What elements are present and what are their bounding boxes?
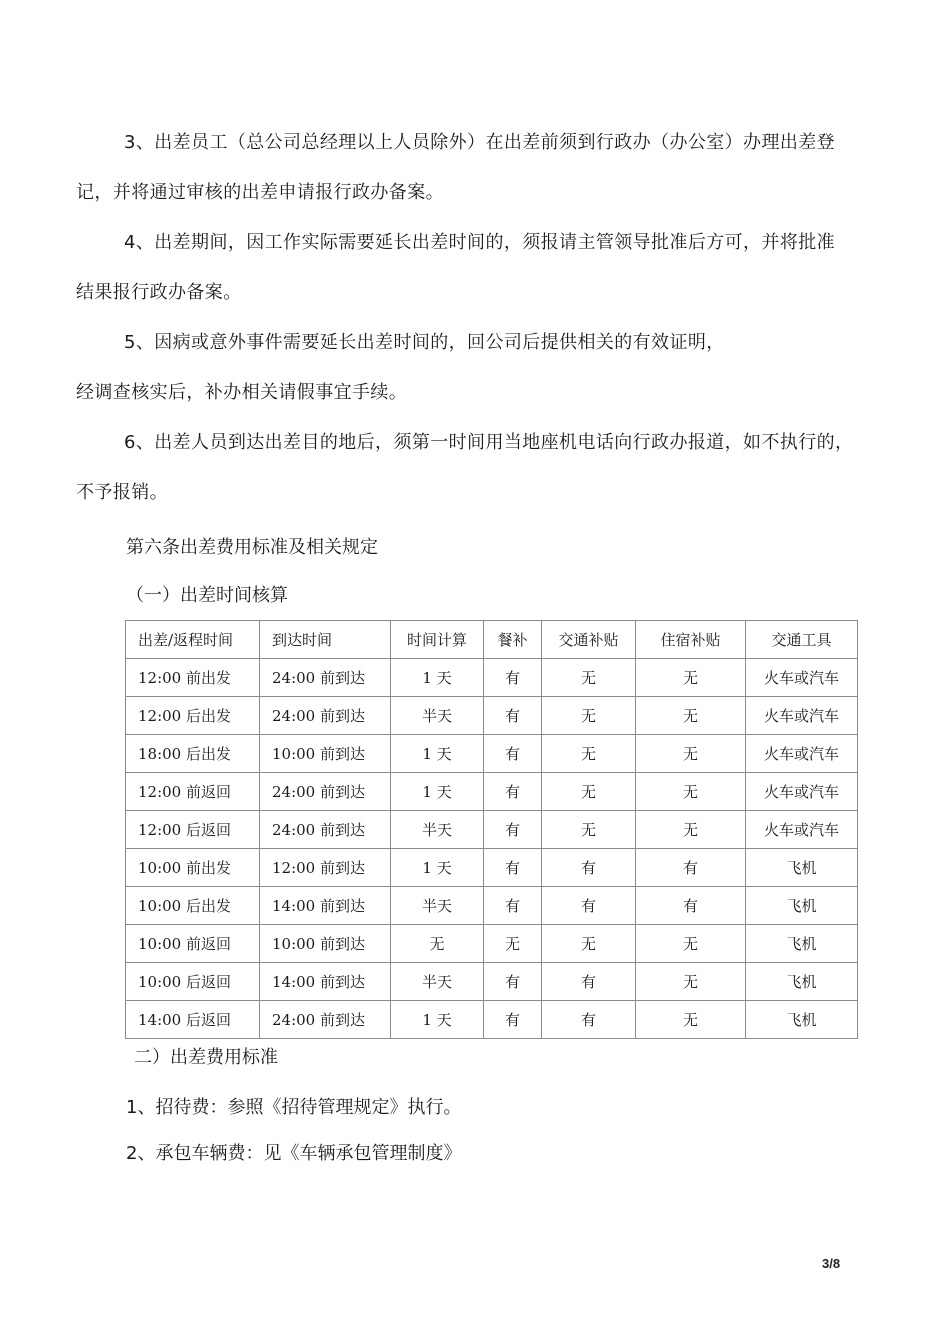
table-cell: 1 天 — [391, 735, 484, 773]
table-cell: 有 — [484, 1001, 542, 1039]
paragraph-line: 5、因病或意外事件需要延长出差时间的，回公司后提供相关的有效证明， — [124, 332, 725, 353]
table-row — [126, 963, 858, 1001]
table-cell: 24:00 前到达 — [260, 659, 391, 697]
table-cell: 无 — [484, 925, 542, 963]
table-row — [126, 811, 858, 849]
paragraph-line: 3、出差员工（总公司总经理以上人员除外）在出差前须到行政办（办公室）办理出差登 — [124, 132, 836, 153]
table-cell: 12:00 后出发 — [126, 697, 260, 735]
table-cell: 14:00 前到达 — [260, 887, 391, 925]
table-cell: 有 — [484, 811, 542, 849]
section-1-title: （一）出差时间核算 — [126, 585, 288, 606]
table-cell: 有 — [484, 773, 542, 811]
paragraph-line: 记，并将通过审核的出差申请报行政办备案。 — [76, 182, 444, 203]
table-cell: 14:00 后返回 — [126, 1001, 260, 1039]
section-2-title: 二）出差费用标准 — [134, 1047, 278, 1068]
table-cell: 24:00 前到达 — [260, 773, 391, 811]
table-cell: 飞机 — [746, 1001, 858, 1039]
table-cell: 24:00 前到达 — [260, 697, 391, 735]
paragraph-line: 4、出差期间，因工作实际需要延长出差时间的，须报请主管领导批准后方可，并将批准 — [124, 232, 836, 253]
table-cell: 10:00 前出发 — [126, 849, 260, 887]
paragraph-line: 经调查核实后，补办相关请假事宜手续。 — [76, 382, 408, 403]
table-cell: 火车或汽车 — [746, 773, 858, 811]
table-cell: 无 — [636, 1001, 746, 1039]
table-header-cell: 到达时间 — [260, 621, 391, 659]
table-cell: 有 — [484, 659, 542, 697]
table-cell: 无 — [636, 963, 746, 1001]
table-cell: 火车或汽车 — [746, 735, 858, 773]
paragraph-line: 6、出差人员到达出差目的地后，须第一时间用当地座机电话向行政办报道，如不执行的， — [124, 432, 854, 453]
table-cell: 有 — [636, 887, 746, 925]
table-cell: 有 — [484, 735, 542, 773]
page-number: 3/8 — [822, 1256, 841, 1271]
table-cell: 有 — [484, 963, 542, 1001]
table-cell: 飞机 — [746, 925, 858, 963]
table-cell: 10:00 前到达 — [260, 925, 391, 963]
table-header-cell: 交通补贴 — [542, 621, 636, 659]
table-cell: 12:00 前到达 — [260, 849, 391, 887]
table-cell: 无 — [542, 697, 636, 735]
table-cell: 火车或汽车 — [746, 811, 858, 849]
table-cell: 半天 — [391, 697, 484, 735]
table-cell: 有 — [542, 963, 636, 1001]
table-cell: 无 — [636, 925, 746, 963]
travel-time-table — [125, 620, 858, 1039]
table-cell: 10:00 后出发 — [126, 887, 260, 925]
table-header-cell: 时间计算 — [391, 621, 484, 659]
table-cell: 14:00 前到达 — [260, 963, 391, 1001]
item-1: 1、招待费：参照《招待管理规定》执行。 — [126, 1097, 462, 1118]
table-cell: 飞机 — [746, 849, 858, 887]
table-header-cell: 交通工具 — [746, 621, 858, 659]
table-cell: 有 — [542, 1001, 636, 1039]
table-cell: 有 — [484, 887, 542, 925]
table-cell: 半天 — [391, 963, 484, 1001]
table-row — [126, 849, 858, 887]
table-cell: 无 — [542, 735, 636, 773]
article-6-title: 第六条出差费用标准及相关规定 — [126, 537, 378, 558]
table-cell: 12:00 后返回 — [126, 811, 260, 849]
table-cell: 无 — [636, 697, 746, 735]
table-header-row — [126, 621, 858, 659]
table-cell: 有 — [542, 849, 636, 887]
table-cell: 12:00 前出发 — [126, 659, 260, 697]
table-row — [126, 735, 858, 773]
table-cell: 1 天 — [391, 659, 484, 697]
table-cell: 10:00 前返回 — [126, 925, 260, 963]
table-cell: 无 — [636, 735, 746, 773]
table-row — [126, 697, 858, 735]
table-cell: 有 — [484, 697, 542, 735]
table-cell: 12:00 前返回 — [126, 773, 260, 811]
table-cell: 无 — [542, 811, 636, 849]
table-cell: 无 — [636, 659, 746, 697]
table-cell: 有 — [636, 849, 746, 887]
table-cell: 1 天 — [391, 773, 484, 811]
table-cell: 半天 — [391, 811, 484, 849]
table-cell: 无 — [636, 811, 746, 849]
table-cell: 飞机 — [746, 963, 858, 1001]
table-cell: 无 — [542, 925, 636, 963]
table-cell: 半天 — [391, 887, 484, 925]
table-cell: 24:00 前到达 — [260, 811, 391, 849]
table-cell: 10:00 后返回 — [126, 963, 260, 1001]
table-cell: 18:00 后出发 — [126, 735, 260, 773]
table-cell: 有 — [484, 849, 542, 887]
paragraph-line: 不予报销。 — [76, 482, 168, 503]
table-cell: 无 — [542, 659, 636, 697]
item-2: 2、承包车辆费：见《车辆承包管理制度》 — [126, 1143, 462, 1164]
table-header-cell: 餐补 — [484, 621, 542, 659]
table-row — [126, 1001, 858, 1039]
table-cell: 1 天 — [391, 1001, 484, 1039]
table-cell: 火车或汽车 — [746, 659, 858, 697]
table-cell: 飞机 — [746, 887, 858, 925]
table-row — [126, 773, 858, 811]
table-cell: 无 — [542, 773, 636, 811]
paragraph-line: 结果报行政办备案。 — [76, 282, 242, 303]
table-cell: 有 — [542, 887, 636, 925]
table-header-cell: 住宿补贴 — [636, 621, 746, 659]
table-cell: 1 天 — [391, 849, 484, 887]
table-cell: 10:00 前到达 — [260, 735, 391, 773]
table-cell: 无 — [391, 925, 484, 963]
table-row — [126, 659, 858, 697]
table-header-cell: 出差/返程时间 — [126, 621, 260, 659]
table-cell: 24:00 前到达 — [260, 1001, 391, 1039]
table-cell: 火车或汽车 — [746, 697, 858, 735]
table-cell: 无 — [636, 773, 746, 811]
table-row — [126, 887, 858, 925]
table-row — [126, 925, 858, 963]
